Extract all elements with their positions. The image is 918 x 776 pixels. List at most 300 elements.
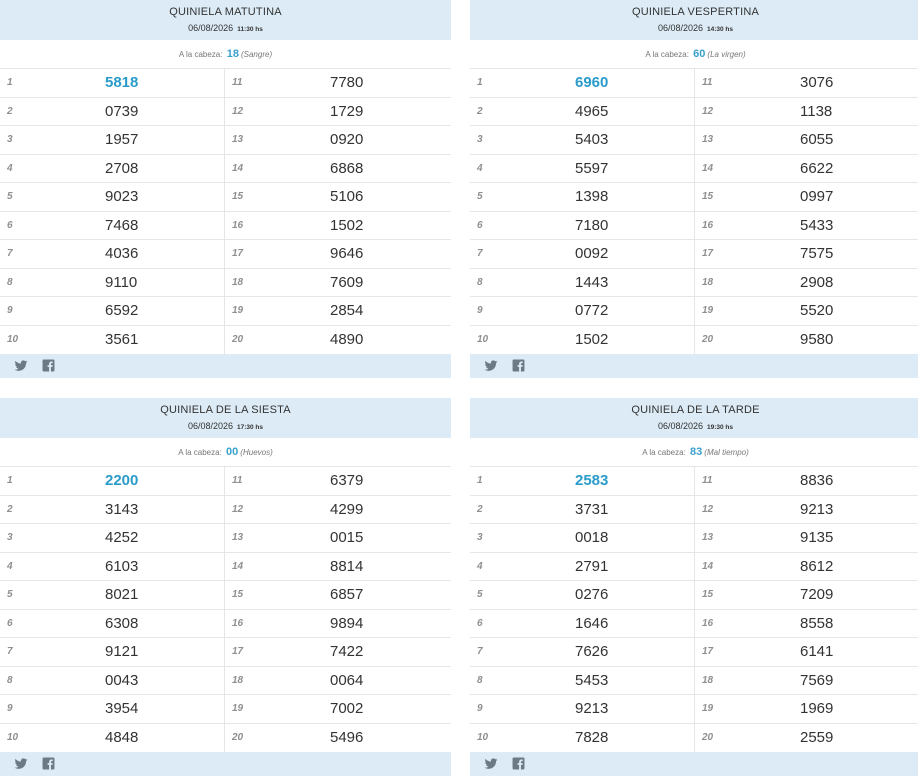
drawn-number: 1969 (800, 700, 834, 717)
result-cell (225, 269, 451, 297)
result-cell (470, 326, 695, 355)
result-cell (0, 724, 225, 753)
position-number: 12 (702, 105, 714, 117)
card-header (470, 0, 918, 40)
drawn-number: 6308 (105, 614, 139, 632)
drawn-number: 3561 (105, 330, 139, 348)
card-title: QUINIELA MATUTINA (169, 6, 282, 18)
drawn-number: 8612 (800, 557, 834, 575)
result-cell (470, 724, 695, 753)
result-cell (695, 553, 918, 581)
cabeza-meaning: (Sangre) (240, 50, 273, 59)
drawn-number: 1502 (330, 216, 364, 234)
cabeza-meaning: (La virgen) (707, 50, 746, 59)
position-number: 13 (702, 134, 714, 145)
drawn-number: 2854 (330, 302, 364, 319)
result-cell (470, 212, 695, 240)
table-row (0, 467, 451, 496)
card-footer (0, 354, 451, 378)
table-row (470, 724, 918, 753)
results-table (0, 69, 451, 354)
position-number: 7 (477, 248, 483, 259)
result-cell (470, 524, 695, 552)
card-header (0, 398, 451, 438)
position-number: 9 (7, 305, 13, 316)
drawn-number: 2708 (105, 159, 139, 177)
table-row (470, 467, 918, 496)
drawn-number: 2791 (575, 557, 609, 575)
cabeza-meaning: (Mal tiempo) (704, 448, 749, 457)
card-date-line (0, 420, 451, 432)
drawn-number: 7609 (330, 273, 364, 291)
position-number: 16 (232, 219, 244, 231)
result-cell (470, 126, 695, 154)
table-row (0, 326, 451, 355)
drawn-number: 0064 (330, 671, 364, 689)
table-row (0, 269, 451, 298)
table-row (0, 610, 451, 639)
drawn-number: 7180 (575, 216, 609, 234)
result-cell (470, 638, 695, 666)
result-cell (0, 667, 225, 695)
results-table (0, 467, 451, 752)
result-cell (225, 524, 451, 552)
result-cell (225, 326, 451, 355)
drawn-number: 1502 (575, 330, 609, 348)
drawn-number: 1646 (575, 614, 609, 632)
position-number: 8 (7, 276, 13, 288)
position-number: 3 (7, 532, 13, 543)
result-cell (225, 69, 451, 97)
drawn-number: 6622 (800, 159, 834, 177)
facebook-icon[interactable] (512, 757, 526, 771)
card-vespertina (470, 0, 918, 378)
card-footer (470, 752, 918, 776)
result-cell (0, 69, 225, 97)
result-cell (470, 269, 695, 297)
facebook-icon[interactable] (512, 359, 526, 373)
position-number: 20 (702, 333, 714, 345)
drawn-number: 1957 (105, 131, 139, 148)
drawn-number: 3143 (105, 500, 139, 518)
table-row (0, 155, 451, 184)
table-row (0, 667, 451, 696)
position-number: 8 (477, 276, 483, 288)
result-cell (695, 69, 918, 97)
table-row (0, 524, 451, 553)
cabeza-number: 83 (690, 446, 703, 458)
position-number: 15 (702, 589, 714, 600)
drawn-number: 4252 (105, 529, 139, 546)
drawn-number: 0015 (330, 529, 364, 546)
result-cell (225, 610, 451, 638)
position-number: 13 (702, 532, 714, 543)
cabeza-line (470, 40, 918, 69)
position-number: 2 (477, 503, 483, 515)
drawn-number: 7575 (800, 245, 834, 262)
result-cell (695, 524, 918, 552)
result-cell (695, 581, 918, 609)
position-number: 1 (477, 77, 483, 88)
winning-number: 5818 (105, 74, 139, 91)
position-number: 11 (702, 77, 713, 88)
drawn-number: 5597 (575, 159, 609, 177)
cabeza-meaning: (Huevos) (240, 448, 273, 457)
twitter-icon[interactable] (14, 359, 28, 373)
twitter-icon[interactable] (484, 359, 498, 373)
table-row (0, 69, 451, 98)
position-number: 15 (232, 589, 244, 600)
table-row (470, 326, 918, 355)
drawn-number: 7780 (330, 74, 364, 91)
position-number: 20 (232, 333, 244, 345)
result-cell (470, 467, 695, 495)
position-number: 13 (232, 134, 244, 145)
position-number: 6 (7, 219, 13, 231)
result-cell (695, 695, 918, 723)
draw-date: 06/08/2026 (187, 421, 233, 431)
cabeza-label: A la cabeza: (178, 448, 222, 457)
drawn-number: 7209 (800, 586, 834, 603)
position-number: 12 (232, 105, 244, 117)
result-cell (0, 638, 225, 666)
table-row (470, 610, 918, 639)
result-cell (225, 695, 451, 723)
position-number: 3 (7, 134, 13, 145)
card-footer (0, 752, 451, 776)
result-cell (470, 581, 695, 609)
position-number: 11 (232, 77, 243, 88)
result-cell (225, 155, 451, 183)
position-number: 18 (232, 674, 244, 686)
drawn-number: 9646 (330, 245, 364, 262)
position-number: 17 (702, 646, 714, 657)
draw-date: 06/08/2026 (657, 421, 703, 431)
position-number: 15 (232, 191, 244, 202)
table-row (470, 297, 918, 326)
drawn-number: 0276 (575, 586, 609, 603)
result-cell (470, 610, 695, 638)
drawn-number: 0739 (105, 102, 139, 120)
card-date-line (470, 22, 918, 34)
result-cell (0, 98, 225, 126)
result-cell (0, 581, 225, 609)
result-cell (0, 240, 225, 268)
table-row (0, 98, 451, 127)
result-cell (225, 724, 451, 753)
result-cell (225, 297, 451, 325)
result-cell (695, 496, 918, 524)
result-cell (695, 155, 918, 183)
twitter-icon[interactable] (484, 757, 498, 771)
position-number: 19 (232, 305, 244, 316)
position-number: 7 (477, 646, 483, 657)
position-number: 8 (477, 674, 483, 686)
drawn-number: 0920 (330, 131, 364, 148)
table-row (470, 638, 918, 667)
result-cell (0, 212, 225, 240)
position-number: 2 (7, 503, 13, 515)
result-cell (695, 269, 918, 297)
result-cell (470, 667, 695, 695)
result-cell (225, 98, 451, 126)
drawn-number: 9213 (575, 700, 609, 717)
position-number: 17 (232, 646, 244, 657)
position-number: 4 (7, 162, 13, 174)
result-cell (0, 553, 225, 581)
draw-time: 17:30 hs (237, 424, 264, 431)
result-cell (0, 467, 225, 495)
facebook-icon[interactable] (42, 359, 56, 373)
table-row (470, 581, 918, 610)
drawn-number: 1398 (575, 188, 609, 205)
result-cell (470, 69, 695, 97)
winning-number: 2583 (575, 472, 609, 489)
result-cell (695, 297, 918, 325)
drawn-number: 0772 (575, 302, 609, 319)
drawn-number: 2559 (800, 728, 834, 746)
result-cell (695, 724, 918, 753)
result-cell (0, 496, 225, 524)
cabeza-line (0, 40, 451, 69)
result-cell (0, 155, 225, 183)
table-row (470, 126, 918, 155)
position-number: 10 (7, 333, 19, 345)
table-row (470, 183, 918, 212)
result-cell (695, 183, 918, 211)
card-siesta (0, 398, 451, 776)
result-cell (695, 667, 918, 695)
draw-date: 06/08/2026 (657, 23, 703, 33)
table-row (470, 524, 918, 553)
draw-time: 11:30 hs (237, 26, 263, 33)
cabeza-line (470, 438, 918, 467)
card-date-line (470, 420, 918, 432)
results-table (470, 69, 918, 354)
table-row (0, 240, 451, 269)
position-number: 5 (477, 589, 483, 600)
winning-number: 2200 (105, 472, 139, 489)
result-cell (225, 667, 451, 695)
result-cell (695, 326, 918, 355)
table-row (0, 126, 451, 155)
position-number: 9 (477, 305, 483, 316)
twitter-icon[interactable] (14, 757, 28, 771)
result-cell (225, 553, 451, 581)
drawn-number: 8814 (330, 557, 364, 575)
position-number: 7 (7, 646, 13, 657)
position-number: 4 (477, 162, 483, 174)
result-cell (470, 240, 695, 268)
drawn-number: 8021 (105, 586, 139, 603)
result-cell (0, 183, 225, 211)
position-number: 9 (477, 703, 483, 714)
cabeza-number: 60 (693, 48, 706, 60)
position-number: 12 (702, 503, 714, 515)
position-number: 14 (232, 560, 244, 572)
result-cell (695, 126, 918, 154)
position-number: 1 (477, 475, 483, 486)
drawn-number: 0043 (105, 671, 139, 689)
facebook-icon[interactable] (42, 757, 56, 771)
position-number: 13 (232, 532, 244, 543)
drawn-number: 3954 (105, 700, 139, 717)
result-cell (470, 183, 695, 211)
position-number: 5 (7, 191, 13, 202)
position-number: 6 (477, 617, 483, 629)
table-row (470, 69, 918, 98)
cabeza-line (0, 438, 451, 467)
cabeza-label: A la cabeza: (642, 448, 686, 457)
table-row (0, 638, 451, 667)
position-number: 11 (702, 475, 713, 486)
drawn-number: 4890 (330, 330, 364, 348)
drawn-number: 7422 (330, 643, 364, 660)
position-number: 14 (702, 162, 714, 174)
drawn-number: 9121 (105, 643, 139, 660)
table-row (0, 724, 451, 753)
position-number: 14 (232, 162, 244, 174)
table-row (470, 212, 918, 241)
position-number: 14 (702, 560, 714, 572)
result-cell (695, 212, 918, 240)
position-number: 18 (702, 276, 714, 288)
position-number: 7 (7, 248, 13, 259)
drawn-number: 6592 (105, 302, 139, 319)
table-row (0, 297, 451, 326)
drawn-number: 8836 (800, 472, 834, 489)
table-row (470, 240, 918, 269)
card-tarde (470, 398, 918, 776)
position-number: 4 (7, 560, 13, 572)
drawn-number: 7569 (800, 671, 834, 689)
table-row (470, 667, 918, 696)
position-number: 15 (702, 191, 714, 202)
card-header (470, 398, 918, 438)
drawn-number: 0018 (575, 529, 609, 546)
result-cell (225, 467, 451, 495)
drawn-number: 1138 (800, 102, 833, 120)
cabeza-number: 18 (226, 48, 239, 60)
drawn-number: 1729 (330, 102, 364, 120)
card-matutina (0, 0, 451, 378)
position-number: 20 (702, 731, 714, 743)
drawn-number: 3076 (800, 74, 834, 91)
position-number: 16 (232, 617, 244, 629)
drawn-number: 9135 (800, 529, 834, 546)
position-number: 6 (7, 617, 13, 629)
result-cell (695, 240, 918, 268)
position-number: 16 (702, 617, 714, 629)
table-row (470, 496, 918, 525)
table-row (0, 553, 451, 582)
drawn-number: 1443 (575, 273, 609, 291)
card-title: QUINIELA DE LA TARDE (631, 404, 760, 416)
result-cell (470, 98, 695, 126)
card-title: QUINIELA VESPERTINA (631, 6, 760, 18)
position-number: 10 (477, 333, 489, 345)
result-cell (225, 183, 451, 211)
result-cell (225, 496, 451, 524)
result-cell (470, 155, 695, 183)
drawn-number: 9894 (330, 614, 364, 632)
result-cell (0, 610, 225, 638)
result-cell (0, 297, 225, 325)
result-cell (695, 638, 918, 666)
drawn-number: 6055 (800, 131, 834, 148)
result-cell (0, 326, 225, 355)
drawn-number: 9023 (105, 188, 139, 205)
position-number: 17 (702, 248, 714, 259)
result-cell (225, 212, 451, 240)
position-number: 2 (7, 105, 13, 117)
table-row (470, 553, 918, 582)
position-number: 11 (232, 475, 243, 486)
position-number: 9 (7, 703, 13, 714)
drawn-number: 6868 (330, 159, 364, 177)
result-cell (695, 610, 918, 638)
table-row (0, 695, 451, 724)
drawn-number: 7626 (575, 643, 609, 660)
card-title: QUINIELA DE LA SIESTA (160, 404, 291, 416)
drawn-number: 9213 (800, 500, 834, 518)
position-number: 1 (7, 475, 13, 486)
cabeza-label: A la cabeza: (645, 50, 689, 59)
result-cell (225, 240, 451, 268)
drawn-number: 0997 (800, 188, 834, 205)
drawn-number: 7002 (330, 700, 364, 717)
table-row (0, 496, 451, 525)
position-number: 12 (232, 503, 244, 515)
cabeza-label: A la cabeza: (178, 50, 223, 59)
result-cell (470, 496, 695, 524)
drawn-number: 4036 (105, 245, 139, 262)
position-number: 10 (477, 731, 489, 743)
table-row (470, 269, 918, 298)
drawn-number: 6103 (105, 557, 139, 575)
position-number: 10 (7, 731, 19, 743)
position-number: 1 (7, 77, 13, 88)
drawn-number: 4299 (330, 500, 364, 518)
drawn-number: 6857 (330, 586, 364, 603)
position-number: 18 (702, 674, 714, 686)
position-number: 2 (477, 105, 483, 117)
position-number: 17 (232, 248, 244, 259)
result-cell (225, 126, 451, 154)
result-cell (225, 581, 451, 609)
position-number: 6 (477, 219, 483, 231)
table-row (0, 212, 451, 241)
drawn-number: 2908 (800, 273, 834, 291)
winning-number: 6960 (575, 74, 609, 91)
drawn-number: 5496 (330, 728, 364, 746)
drawn-number: 7828 (575, 728, 609, 746)
drawn-number: 3731 (575, 500, 609, 518)
result-cell (695, 467, 918, 495)
position-number: 3 (477, 532, 483, 543)
table-row (0, 183, 451, 212)
result-cell (695, 98, 918, 126)
position-number: 19 (702, 305, 714, 316)
result-cell (0, 524, 225, 552)
table-row (470, 155, 918, 184)
results-table (470, 467, 918, 752)
position-number: 4 (477, 560, 483, 572)
table-row (0, 581, 451, 610)
cabeza-number: 00 (226, 446, 239, 458)
drawn-number: 5453 (575, 671, 609, 689)
drawn-number: 5106 (330, 188, 364, 205)
